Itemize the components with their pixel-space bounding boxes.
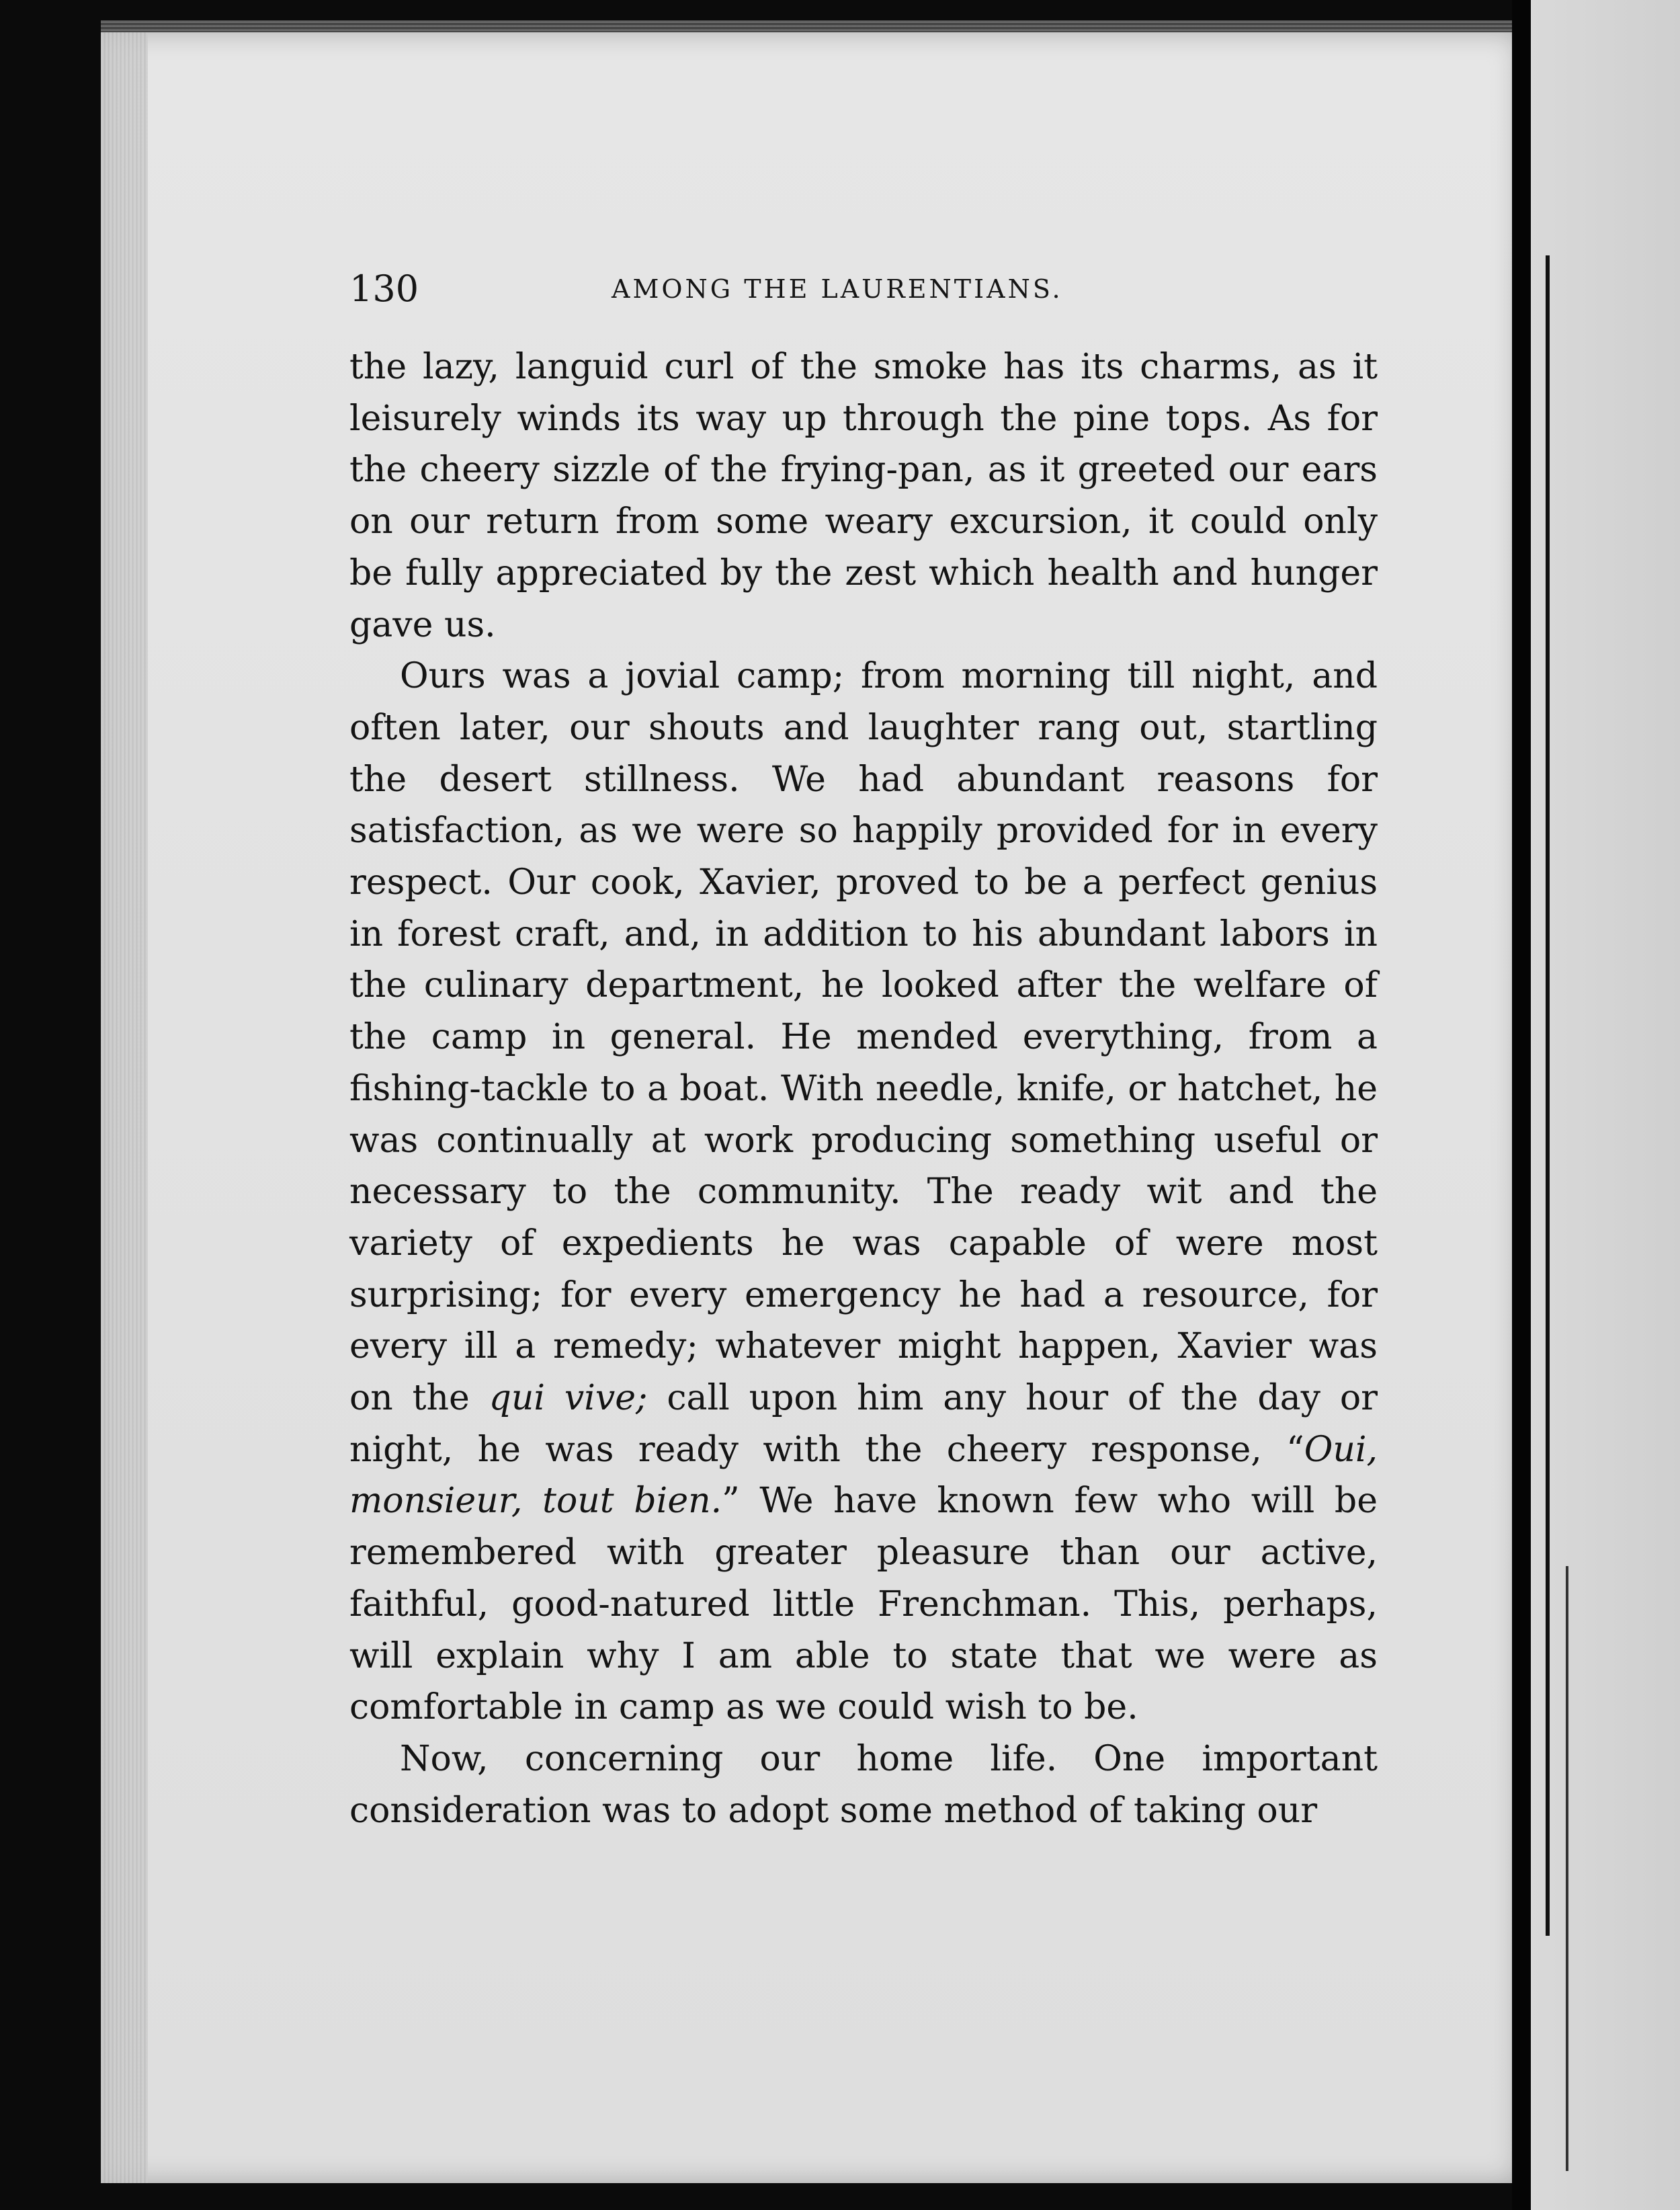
facing-page-fold-line-lower [1566,1566,1568,2171]
italic-phrase-qui-vive: qui vive; [489,1378,648,1419]
paragraph-text: call upon him any hour of the day or night, he was ready with the cheery response, “ [349,1378,1378,1470]
paragraph-2 [349,651,1378,1733]
page-header [349,268,1142,315]
paragraph-text: Ours was a jovial camp; from morning till night, and often later, our shouts and laughter rang out, startling the desert stillness. We had abundant reasons for satisfaction, as we were so happily provided for in every respect. Our cook, Xavier, proved to be a perfect genius in forest craft, and, in addition to his abundant labors in the culinary department, he looked after the welfare of the camp in general. He mended everything, from a fishing-tackle to a boat. With needle, knife, or hatchet, he was continually at work producing something useful or necessary to the community. The ready wit and the variety of expedients he was capable of were most surprising; for every emergency he had a resource, for every ill a remedy; whatever might happen, Xavier was on the [349,656,1378,1419]
page-left-edge [101,32,148,2183]
paragraph-text: the lazy, languid curl of the smoke has its charms, as it leisurely winds its way up through the pine tops. As for the cheery sizzle of the frying-pan, as it greeted our ears on our return from some weary excursion, it could only be fully appreciated by the zest which health and hunger gave us. [349,347,1378,645]
facing-page-edge [1531,0,1680,2210]
body-text [349,341,1378,1836]
facing-page-fold-line [1546,255,1550,1936]
paragraph-3 [349,1733,1378,1836]
italic-phrase-oui-monsieur: Oui, monsieur, tout bien. [349,1429,1378,1522]
page-number: 130 [349,268,419,310]
book-binding-gutter [1512,0,1531,2210]
paragraph-text: ” We have known few who will be remembered with greater pleasure than our active, faithful, good-natured little Frenchman. This, perhaps, will explain why I am able to state that we were as comfortable in camp as we could wish to be. [349,1481,1378,1728]
paragraph-1 [349,341,1378,651]
paragraph-text: Now, concerning our home life. One important consideration was to adopt some method of taking our [349,1738,1378,1831]
running-head: AMONG THE LAURENTIANS. [612,274,1063,304]
